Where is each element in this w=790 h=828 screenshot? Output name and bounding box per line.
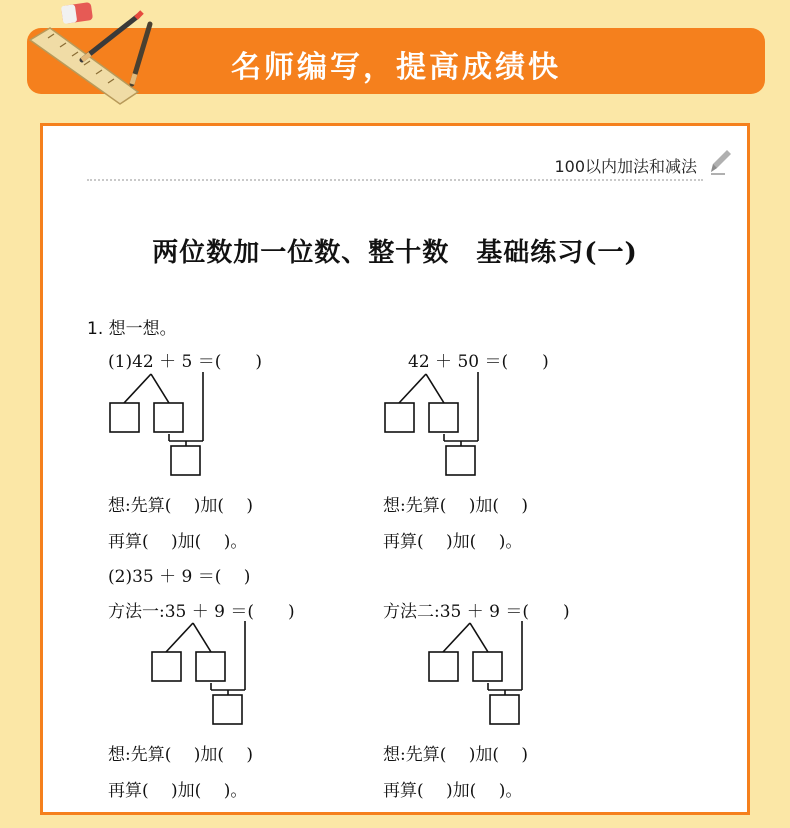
method-one: 方法一:35 ＋ 9 ＝( ): [108, 602, 295, 622]
think-then-right: 再算( )加( )。: [383, 532, 523, 552]
worksheet-page: [40, 123, 750, 815]
equation-right: 42 ＋ 50 ＝( ): [408, 352, 549, 372]
question-label: 1. 想一想。: [87, 319, 177, 339]
decomposition-diagram: [428, 619, 538, 729]
pencil-icon-2: [132, 24, 150, 84]
equation-left: (1)42 ＋ 5 ＝( ): [108, 352, 263, 372]
think-then-right: 再算( )加( )。: [383, 781, 523, 801]
decomposition-diagram: [384, 370, 494, 480]
eraser-icon: [61, 2, 93, 24]
header-divider: [87, 179, 703, 181]
pencil-icon: [707, 146, 733, 176]
think-then-left: 再算( )加( )。: [108, 781, 248, 801]
section-heading: 100以内加法和减法: [554, 157, 697, 176]
ruler-icon: [30, 28, 138, 104]
think-first-right: 想:先算( )加( ): [383, 745, 529, 765]
stationery-illustration: [20, 0, 170, 110]
think-first-right: 想:先算( )加( ): [383, 496, 529, 516]
think-first-left: 想:先算( )加( ): [108, 745, 254, 765]
banner-title: 名师编写，提高成绩快: [231, 50, 561, 85]
think-then-left: 再算( )加( )。: [108, 532, 248, 552]
decomposition-diagram: [109, 370, 219, 480]
equation-part2: (2)35 ＋ 9 ＝( ): [108, 567, 251, 587]
decomposition-diagram: [151, 619, 261, 729]
page-title: 两位数加一位数、整十数 基础练习(一): [152, 238, 638, 268]
method-two: 方法二:35 ＋ 9 ＝( ): [383, 602, 570, 622]
think-first-left: 想:先算( )加( ): [108, 496, 254, 516]
